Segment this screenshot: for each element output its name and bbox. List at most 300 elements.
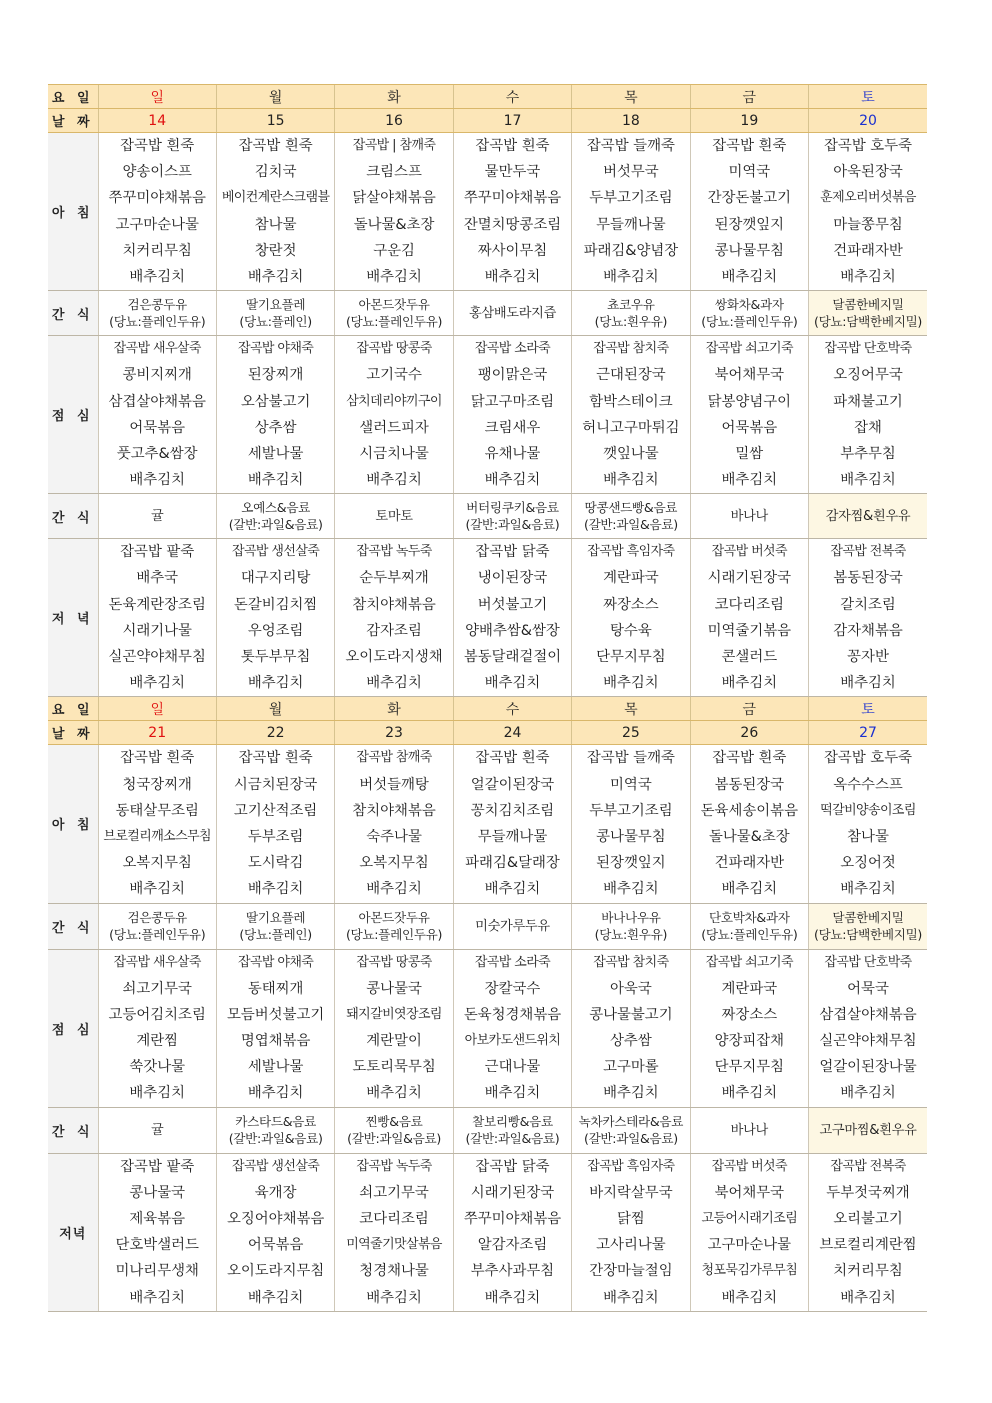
dish-item: 시금치된장국 (233, 776, 318, 793)
dish-item: 청경채나물 (359, 1263, 429, 1280)
dish-item: 돈육계란장조림 (108, 596, 206, 613)
morning-snack-row (48, 291, 927, 336)
menu-cell (453, 133, 571, 291)
dish-item: 고구마순나물 (115, 216, 199, 233)
dish-item: 배추김치 (366, 1085, 422, 1102)
dish-item: 잡곡밥 팥죽 (120, 1158, 195, 1175)
dish-item: 잡곡밥 새우살죽 (113, 954, 201, 970)
dish-item: 삼겹살야채볶음 (108, 393, 206, 410)
snack-cell (98, 903, 216, 949)
menu-cell (98, 133, 216, 291)
snack-diet-note: (당뇨:플레인두유) (109, 314, 206, 330)
lunch-row (48, 336, 927, 494)
dish-item: 바지락살무국 (589, 1184, 673, 1201)
dish-item: 배추김치 (247, 1289, 304, 1306)
dish-item: 배추김치 (721, 268, 778, 285)
dish-item: 오이도라지생채 (345, 649, 443, 665)
dish-item: 삼치데리야끼구이 (346, 393, 442, 409)
dish-item: 고등어김치조림 (108, 1006, 206, 1023)
dish-item: 배추김치 (129, 881, 186, 898)
dish-item: 콩비지찌개 (122, 367, 192, 384)
dish-item: 잡곡밥 닭죽 (475, 544, 550, 561)
menu-cell (809, 949, 927, 1107)
date-label: 날 짜 (48, 721, 98, 745)
dish-item: 고구마롤 (603, 1059, 659, 1076)
dish-item: 잡곡밥 전복죽 (830, 544, 906, 560)
dish-item: 우엉조림 (247, 622, 304, 639)
menu-cell (216, 949, 334, 1107)
menu-cell (690, 539, 808, 697)
dish-item: 배추김치 (721, 472, 778, 489)
dish-item: 아보카도샌드위치 (464, 1033, 561, 1049)
dish-item: 참치야채볶음 (352, 596, 436, 613)
dish-item: 단호박샐러드 (115, 1237, 199, 1254)
snack-cell (809, 291, 927, 336)
day-name: 토 (809, 85, 927, 109)
day-name: 금 (690, 85, 808, 109)
date-cell: 18 (572, 109, 690, 133)
dish-item: 대구지리탕 (240, 570, 311, 587)
snack-diet-note: (갈반:과일&음료) (465, 1131, 560, 1147)
dish-item: 짜사이무침 (477, 242, 548, 259)
dish-item: 계란파국 (603, 570, 659, 587)
date-cell: 26 (690, 721, 808, 745)
dish-item: 오삼불고기 (240, 393, 311, 410)
dish-item: 시래기된장국 (470, 1184, 555, 1201)
menu-cell (809, 745, 927, 903)
menu-cell (216, 539, 334, 697)
snack-item: 쌍화차&과자 (714, 297, 784, 313)
dinner-row (48, 1153, 927, 1311)
menu-cell (453, 539, 571, 697)
dish-item: 잡곡밥 흑임자죽 (587, 544, 675, 560)
dish-item: 배추김치 (840, 472, 896, 489)
snack-item: 바나나 (730, 508, 768, 524)
dish-item: 잡곡밥 녹두죽 (356, 1158, 432, 1174)
snack-item: 바나나 (730, 1122, 768, 1138)
snack-item: 달콤한베지밀 (832, 910, 904, 925)
date-cell: 14 (98, 109, 216, 133)
dish-item: 배추김치 (247, 675, 304, 692)
dish-item: 북어채무국 (714, 367, 785, 384)
dish-item: 얼갈이된장나물 (819, 1059, 917, 1076)
dish-item: 근대된장국 (596, 367, 666, 384)
menu-cell (572, 133, 690, 291)
day-label: 요 일 (48, 85, 98, 109)
dish-item: 고기국수 (366, 367, 422, 384)
snack-item: 고구마찜&흰우유 (819, 1122, 917, 1138)
dish-item: 장칼국수 (484, 980, 541, 997)
menu-cell (690, 336, 808, 494)
dish-item: 배추김치 (129, 472, 186, 489)
dish-item: 계란말이 (366, 1033, 422, 1050)
snack-diet-note: (당뇨:플레인두유) (701, 314, 798, 330)
snack-diet-note: (갈반:과일&음료) (347, 1131, 441, 1147)
day-name: 화 (335, 697, 453, 721)
dish-item: 짜장소스 (721, 1006, 778, 1023)
dish-item: 잡곡밥 흰죽 (475, 750, 550, 767)
snack-diet-note: (당뇨:플레인두유) (109, 927, 206, 942)
dish-item: 잡곡밥 팥죽 (120, 544, 195, 561)
day-name: 월 (216, 85, 334, 109)
snack-item: 귤 (150, 508, 164, 524)
snack-item: 미숫가루두유 (475, 918, 550, 934)
dish-item: 배추김치 (721, 1085, 778, 1102)
dish-item: 두부조림 (247, 828, 304, 845)
snack-diet-note: (당뇨:플레인두유) (345, 927, 443, 942)
dish-item: 잡곡밥 쇠고기죽 (705, 341, 793, 357)
dish-item: 고구마순나물 (707, 1237, 792, 1254)
day-name: 토 (809, 697, 927, 721)
snack-cell (572, 1107, 690, 1153)
menu-cell (453, 949, 571, 1107)
date-header-row (48, 109, 927, 133)
menu-cell (98, 745, 216, 903)
menu-cell (690, 949, 808, 1107)
dish-item: 배추김치 (129, 1085, 186, 1102)
dish-item: 냉이된장국 (477, 570, 548, 587)
snack-item: 버터링쿠키&음료 (466, 500, 559, 516)
dish-item: 숙주나물 (366, 828, 422, 845)
day-name: 금 (690, 697, 808, 721)
snack-item: 아몬드잣두유 (358, 297, 430, 313)
dish-item: 두부고기조림 (589, 190, 673, 207)
menu-cell (98, 539, 216, 697)
dish-item: 배추김치 (366, 472, 422, 489)
day-label: 요 일 (48, 697, 98, 721)
dish-item: 떡갈비양송이조림 (820, 802, 916, 818)
menu-cell (335, 539, 453, 697)
day-name: 수 (453, 85, 571, 109)
snack-cell (335, 903, 453, 949)
day-name: 일 (98, 85, 216, 109)
dish-item: 고기산적조림 (233, 802, 318, 819)
dish-item: 오징어무국 (833, 367, 903, 384)
dish-item: 미나리무생채 (115, 1263, 199, 1280)
menu-cell (572, 949, 690, 1107)
dish-item: 배추김치 (603, 472, 659, 489)
snack-cell (216, 903, 334, 949)
dish-item: 어묵국 (847, 980, 889, 997)
dish-item: 닭고구마조림 (470, 393, 555, 410)
dish-item: 단무지무침 (596, 649, 666, 665)
dish-item: 배추김치 (840, 1085, 896, 1102)
dish-item: 풋고추&쌈장 (116, 445, 198, 462)
dish-item: 배추국 (136, 570, 179, 587)
meal-label: 간 식 (48, 494, 98, 539)
date-cell: 15 (216, 109, 334, 133)
date-cell: 16 (335, 109, 453, 133)
dish-item: 동태살무조림 (115, 802, 199, 819)
dish-item: 잡곡밥 단호박죽 (824, 954, 912, 970)
dish-item: 배추김치 (721, 1289, 778, 1306)
dish-item: 콘샐러드 (721, 649, 778, 665)
dish-item: 배추김치 (840, 881, 896, 898)
dish-item: 잡곡밥 들깨죽 (586, 138, 675, 154)
snack-cell (216, 1107, 334, 1153)
dish-item: 창란젓 (254, 242, 297, 259)
menu-cell (335, 745, 453, 903)
dish-item: 브로컬리깨소스무침 (103, 828, 212, 844)
menu-cell (809, 336, 927, 494)
dish-item: 크림스프 (366, 164, 422, 181)
dish-item: 아욱된장국 (833, 164, 903, 181)
snack-cell (572, 494, 690, 539)
dish-item: 배추김치 (484, 675, 541, 692)
day-name: 목 (572, 697, 690, 721)
dish-item: 된장찌개 (247, 367, 304, 384)
dish-item: 미역줄기볶음 (707, 622, 792, 639)
dish-item: 돈갈비김치찜 (233, 596, 318, 613)
dish-item: 계란파국 (721, 980, 778, 997)
menu-cell (216, 1153, 334, 1311)
dish-item: 건파래자반 (714, 855, 785, 872)
menu-cell (453, 336, 571, 494)
dish-item: 잡곡밥 소라죽 (474, 954, 551, 970)
dish-item: 배추김치 (366, 268, 422, 285)
dish-item: 양송이스프 (122, 164, 192, 181)
day-header-row (48, 85, 927, 109)
dish-item: 배추김치 (366, 881, 422, 898)
dish-item: 치커리무침 (122, 242, 192, 259)
snack-diet-note: (당뇨:플레인) (239, 927, 312, 942)
dish-item: 잡곡밥 전복죽 (830, 1158, 906, 1174)
menu-cell (690, 133, 808, 291)
snack-diet-note: (갈반:과일&음료) (228, 1131, 323, 1147)
dish-item: 잡곡밥 흰죽 (120, 750, 195, 767)
dish-item: 잡곡밥 참치죽 (593, 341, 669, 357)
meal-label: 저 녁 (48, 539, 98, 697)
dish-item: 무들깨나물 (596, 216, 666, 233)
meal-plan-table (48, 84, 927, 1312)
dish-item: 꽁치김치조림 (470, 802, 555, 819)
dish-item: 오징어야채볶음 (226, 1211, 325, 1227)
dish-item: 훈제오리버섯볶음 (820, 190, 916, 206)
snack-item: 홍삼배도라지즙 (468, 305, 557, 321)
dish-item: 배추김치 (484, 1289, 541, 1306)
snack-item: 찰보리빵&음료 (472, 1114, 553, 1130)
menu-cell (453, 745, 571, 903)
dish-item: 콩나물무침 (596, 828, 666, 845)
dish-item: 배추김치 (840, 675, 896, 692)
snack-item: 바나나우유 (601, 910, 661, 925)
dish-item: 건파래자반 (833, 242, 903, 259)
menu-cell (809, 539, 927, 697)
dish-item: 배추김치 (484, 1085, 541, 1102)
dish-item: 봄동된장국 (714, 776, 785, 793)
dish-item: 배추김치 (840, 268, 896, 285)
snack-item: 토마토 (375, 508, 413, 524)
dish-item: 배추김치 (247, 881, 304, 898)
day-name: 일 (98, 697, 216, 721)
snack-item: 쵸코우유 (607, 297, 655, 313)
morning-snack-row (48, 903, 927, 949)
dish-item: 잡채 (854, 419, 882, 436)
snack-cell (335, 1107, 453, 1153)
dish-item: 무들깨나물 (477, 828, 548, 845)
dish-item: 꽁자반 (847, 649, 889, 665)
dish-item: 오복지무침 (122, 855, 192, 872)
menu-cell (98, 949, 216, 1107)
snack-cell (572, 903, 690, 949)
dish-item: 봄동된장국 (833, 570, 903, 587)
afternoon-snack-row (48, 494, 927, 539)
menu-cell (572, 1153, 690, 1311)
dish-item: 버섯무국 (603, 164, 659, 181)
dish-item: 잡곡밥 소라죽 (474, 341, 551, 357)
dish-item: 배추김치 (129, 268, 186, 285)
dish-item: 잔멸치땅콩조림 (463, 216, 562, 233)
dish-item: 김치국 (254, 164, 297, 181)
dish-item: 허니고구마튀김 (582, 419, 680, 436)
dish-item: 구운김 (373, 242, 415, 259)
menu-cell (809, 133, 927, 291)
dish-item: 배추김치 (603, 268, 659, 285)
dish-item: 잡곡밥 | 참깨죽 (352, 138, 436, 153)
dish-item: 잡곡밥 땅콩죽 (356, 341, 432, 357)
dish-item: 잡곡밥 흰죽 (238, 750, 313, 767)
date-header-row (48, 721, 927, 745)
dish-item: 어묵볶음 (247, 1237, 304, 1254)
dish-item: 배추김치 (129, 675, 186, 692)
dish-item: 쭈꾸미야채볶음 (463, 190, 562, 207)
snack-cell (572, 291, 690, 336)
dish-item: 도시락김 (247, 855, 304, 872)
menu-cell (98, 1153, 216, 1311)
dish-item: 부추사과무침 (470, 1263, 555, 1280)
snack-diet-note: (당뇨:담백한베지밀) (813, 927, 923, 942)
dish-item: 유채나물 (484, 445, 541, 462)
dish-item: 모듬버섯불고기 (226, 1006, 325, 1023)
date-cell: 25 (572, 721, 690, 745)
snack-cell (809, 494, 927, 539)
dish-item: 베이컨계란스크램블 (221, 190, 330, 206)
dish-item: 쭈꾸미야채볶음 (108, 190, 206, 207)
dish-item: 미역줄기맛살볶음 (346, 1237, 442, 1253)
dish-item: 세발나물 (247, 445, 304, 462)
snack-diet-note: (당뇨:담백한베지밀) (813, 314, 923, 330)
dish-item: 된장깻잎지 (596, 855, 666, 872)
dish-item: 배추김치 (366, 675, 422, 692)
dish-item: 간장돈불고기 (707, 190, 792, 207)
breakfast-row (48, 133, 927, 291)
meal-label: 간 식 (48, 1107, 98, 1153)
dish-item: 옥수수스프 (833, 776, 903, 793)
dish-item: 근대나물 (484, 1059, 541, 1076)
dish-item: 배추김치 (247, 1085, 304, 1102)
dish-item: 얼갈이된장국 (470, 776, 555, 793)
dish-item: 코다리조림 (359, 1211, 429, 1227)
dish-item: 잡곡밥 흰죽 (120, 138, 195, 154)
snack-item: 오예스&음료 (241, 500, 311, 516)
dish-item: 시래기된장국 (707, 570, 792, 587)
dish-item: 참치야채볶음 (352, 802, 436, 819)
dish-item: 간장마늘절임 (589, 1263, 673, 1280)
dish-item: 브로컬리계란찜 (819, 1237, 917, 1254)
dish-item: 잡곡밥 버섯죽 (711, 1158, 787, 1174)
dish-item: 계란찜 (136, 1033, 179, 1050)
day-header-row (48, 697, 927, 721)
snack-cell (216, 291, 334, 336)
dish-item: 봄동달래겉절이 (463, 649, 562, 665)
snack-diet-note: (당뇨:플레인) (239, 314, 312, 330)
dish-item: 두부젓국찌개 (826, 1184, 910, 1201)
menu-cell (453, 1153, 571, 1311)
snack-diet-note: (당뇨:흰우유) (594, 314, 668, 330)
dish-item: 북어채무국 (714, 1184, 785, 1201)
menu-cell (335, 133, 453, 291)
dish-item: 배추김치 (484, 881, 541, 898)
dish-item: 삼겹살야채볶음 (819, 1006, 917, 1023)
dish-item: 배추김치 (247, 268, 304, 285)
dish-item: 배추김치 (603, 675, 659, 692)
snack-item: 귤 (150, 1122, 164, 1138)
dish-item: 물만두국 (484, 164, 541, 181)
meal-label: 간 식 (48, 291, 98, 336)
dish-item: 미역국 (610, 776, 652, 793)
dish-item: 잡곡밥 생선살죽 (232, 544, 320, 560)
dish-item: 고사리나물 (596, 1237, 666, 1254)
snack-item: 찐빵&음료 (365, 1114, 423, 1130)
dish-item: 잡곡밥 야채죽 (237, 341, 314, 357)
dish-item: 돌나물&초장 (353, 216, 435, 233)
snack-item: 검은콩두유 (127, 297, 187, 313)
dish-item: 동태찌개 (247, 980, 304, 997)
dish-item: 돼지갈비엿장조림 (346, 1006, 442, 1022)
dish-item: 도토리묵무침 (352, 1059, 436, 1076)
dish-item: 크림새우 (484, 419, 541, 436)
dish-item: 잡곡밥 흰죽 (712, 750, 787, 767)
snack-item: 카스타드&음료 (235, 1114, 316, 1130)
dish-item: 배추김치 (129, 1289, 186, 1306)
dish-item: 잡곡밥 쇠고기죽 (705, 954, 793, 970)
dish-item: 잡곡밥 흰죽 (475, 138, 550, 154)
dish-item: 쇠고기무국 (122, 980, 192, 997)
meal-label: 점 심 (48, 949, 98, 1107)
dish-item: 콩나물불고기 (589, 1006, 673, 1023)
lunch-row (48, 949, 927, 1107)
dish-item: 청포묵김가루무침 (701, 1263, 798, 1279)
dish-item: 쑥갓나물 (129, 1059, 186, 1076)
dish-item: 배추김치 (247, 472, 304, 489)
menu-cell (572, 539, 690, 697)
snack-diet-note: (갈반:과일&음료) (465, 517, 560, 533)
snack-cell (453, 1107, 571, 1153)
snack-cell (809, 1107, 927, 1153)
menu-cell (98, 336, 216, 494)
dish-item: 두부고기조림 (589, 802, 673, 819)
dish-item: 함박스테이크 (589, 393, 673, 410)
dish-item: 돈육세송이볶음 (700, 802, 798, 819)
menu-cell (809, 1153, 927, 1311)
dish-item: 배추김치 (603, 881, 659, 898)
snack-diet-note: (당뇨:플레인두유) (701, 927, 798, 942)
dish-item: 콩나물무침 (714, 242, 785, 259)
date-cell: 19 (690, 109, 808, 133)
dish-item: 잡곡밥 호두죽 (824, 138, 912, 154)
dish-item: 콩나물국 (366, 980, 422, 997)
dish-item: 명엽채볶음 (240, 1033, 311, 1050)
dish-item: 오복지무침 (359, 855, 429, 872)
date-label: 날 짜 (48, 109, 98, 133)
snack-cell (453, 494, 571, 539)
snack-cell (98, 291, 216, 336)
dish-item: 잡곡밥 들깨죽 (586, 750, 675, 767)
menu-cell (335, 336, 453, 494)
dish-item: 알감자조림 (477, 1237, 548, 1254)
menu-cell (572, 336, 690, 494)
day-name: 화 (335, 85, 453, 109)
